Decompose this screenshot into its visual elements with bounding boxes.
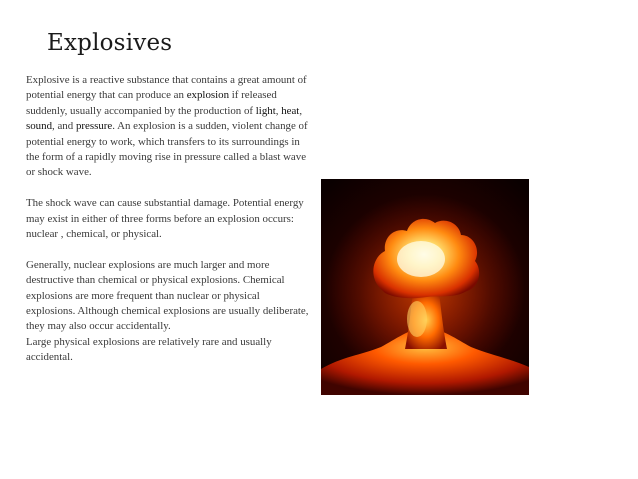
cloud-core — [397, 241, 445, 277]
highlighted-term: heat — [281, 104, 300, 117]
explosion-photo — [321, 179, 529, 395]
stem-highlight — [407, 301, 427, 337]
text-run: , — [275, 104, 282, 117]
highlighted-term: explosion — [186, 89, 230, 102]
text-run: Large physical explosions are relatively rare and usually accidental. — [26, 335, 272, 364]
text-run: Explosive is a reactive substance that contains a great amount of potential energy that can produce an — [26, 74, 307, 102]
highlighted-term: light — [255, 104, 276, 117]
text-run: , and — [52, 120, 76, 133]
slide-body-text — [26, 73, 311, 366]
slide-title: Explosives — [47, 30, 173, 56]
text-run: . An explosion is a sudden, violent change of potential energy to work, which transfers to its surroundings in the form of a rapidly moving rise in pressure called a blast wave or shock wave. — [26, 120, 308, 179]
body-paragraph — [26, 196, 311, 242]
text-run: , — [299, 104, 303, 117]
mushroom-cloud-image — [321, 179, 529, 395]
body-paragraph — [26, 73, 311, 181]
text-run: The shock wave can cause substantial damage. Potential energy may exist in either of three forms before an explosion occurs: nuclear , chemical, or physical. — [26, 197, 304, 241]
body-paragraph — [26, 258, 311, 366]
highlighted-term: pressure — [75, 120, 113, 133]
highlighted-term: sound — [26, 120, 53, 133]
text-run: Generally, nuclear explosions are much larger and more destructive than chemical or physical explosions. Chemical explosions are more frequent than nuclear or physical explosions. Although chemical explosions are usually deliberate, they may also occur accidentally. — [26, 258, 309, 333]
text-run: if released suddenly, usually accompanied by the production of — [26, 89, 277, 117]
